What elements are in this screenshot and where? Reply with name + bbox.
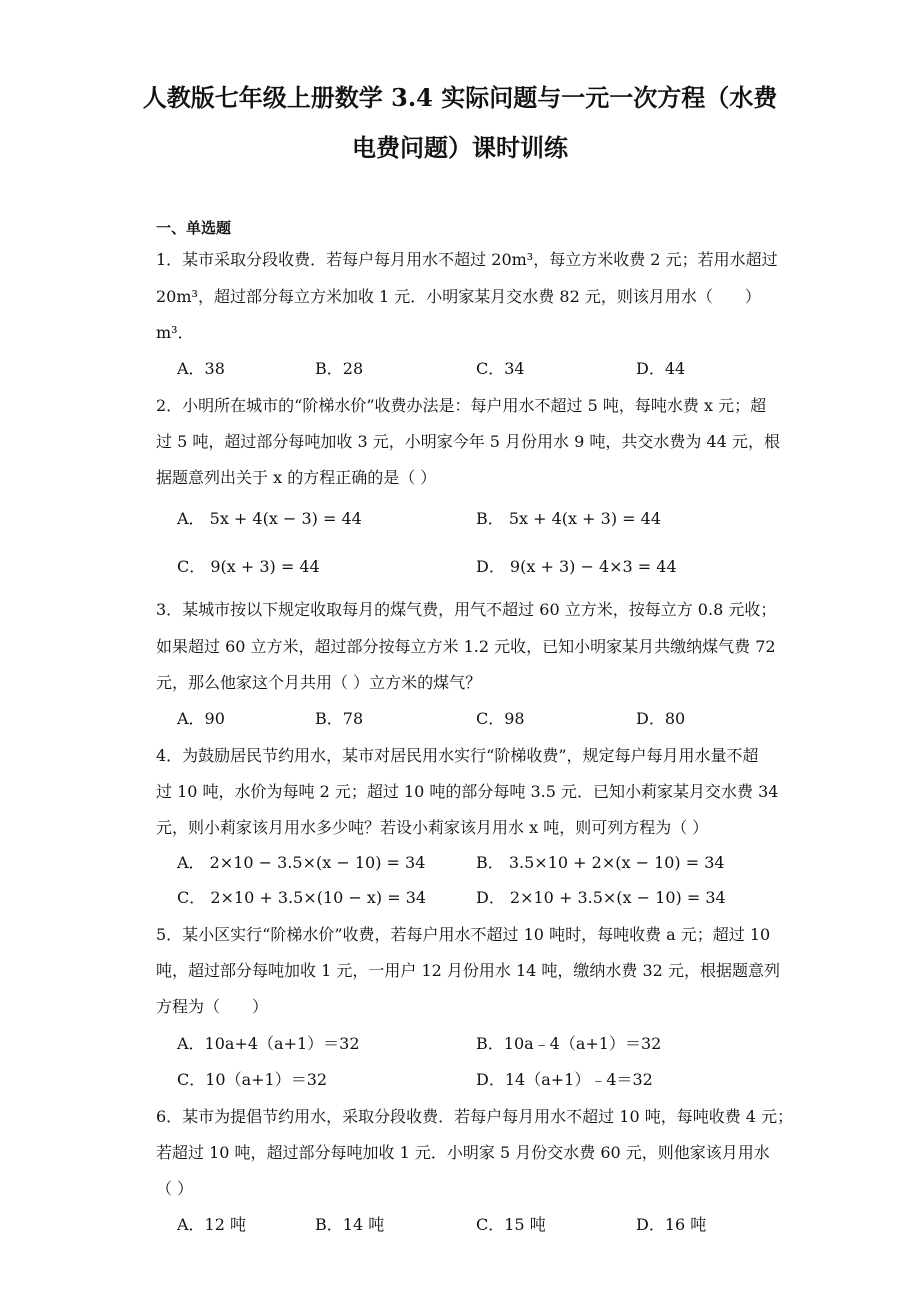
question-text-line: 元，则小莉家该月用水多少吨？若设小莉家该月用水 x 吨，则可列方程为（ ） xyxy=(156,818,709,837)
option-a[interactable]: A．12 吨 xyxy=(177,1215,247,1234)
question-text-line: 3．某城市按以下规定收取每月的煤气费，用气不超过 60 立方米，按每立方 0.8 元收； xyxy=(156,600,777,619)
question-text-line: 2．小明所在城市的“阶梯水价”收费办法是：每户用水不超过 5 吨，每吨水费 x 元；超 xyxy=(156,396,767,415)
option-b[interactable]: B．10a﹣4（a+1）＝32 xyxy=(476,1034,662,1053)
question-text-line: 过 10 吨，水价为每吨 2 元；超过 10 吨的部分每吨 3.5 元．已知小莉家某月交水费 34 xyxy=(156,782,779,801)
question-text-line: 6．某市为提倡节约用水，采取分段收费．若每户每月用水不超过 10 吨，每吨收费 4 元； xyxy=(156,1107,794,1126)
option-b[interactable]: B． 3.5×10 + 2×(x − 10) = 34 xyxy=(476,853,725,872)
option-c[interactable]: C．98 xyxy=(476,709,525,728)
question-text-line: （ ） xyxy=(156,1179,194,1198)
option-c[interactable]: C． 9(x + 3) = 44 xyxy=(177,557,320,576)
option-a[interactable]: A． 2×10 − 3.5×(x − 10) = 34 xyxy=(177,853,426,872)
question-text-line: 20m³，超过部分每立方米加收 1 元．小明家某月交水费 82 元，则该月用水（ ） xyxy=(156,287,761,306)
question-text-line: 元，那么他家这个月共用（ ）立方米的煤气？ xyxy=(156,673,482,692)
option-b[interactable]: B．28 xyxy=(315,359,364,378)
option-a[interactable]: A．10a+4（a+1）＝32 xyxy=(177,1034,360,1053)
option-c[interactable]: C．34 xyxy=(476,359,525,378)
option-d[interactable]: D．44 xyxy=(636,359,686,378)
question-text-line: 1．某市采取分段收费．若每户每月用水不超过 20m³，每立方米收费 2 元；若用水超过 xyxy=(156,250,778,269)
option-a[interactable]: A． 5x + 4(x − 3) = 44 xyxy=(177,509,362,528)
question-text-line: m³． xyxy=(156,323,194,342)
document-title-line-1: 人教版七年级上册数学 3.4 实际问题与一元一次方程（水费 xyxy=(142,83,778,112)
question-text-line: 过 5 吨，超过部分每吨加收 3 元，小明家今年 5 月份用水 9 吨，共交水费为 44 元，根 xyxy=(156,432,780,451)
question-text-line: 如果超过 60 立方米，超过部分按每立方米 1.2 元收，已知小明家某月共缴纳煤气费 72 xyxy=(156,637,776,656)
document-title-line-2: 电费问题）课时训练 xyxy=(352,133,568,162)
question-text-line: 据题意列出关于 x 的方程正确的是（ ） xyxy=(156,468,437,487)
option-c[interactable]: C．10（a+1）＝32 xyxy=(177,1070,328,1089)
option-d[interactable]: D．80 xyxy=(636,709,686,728)
option-c[interactable]: C． 2×10 + 3.5×(10 − x) = 34 xyxy=(177,888,427,907)
option-b[interactable]: B．78 xyxy=(315,709,364,728)
question-text-line: 5．某小区实行“阶梯水价”收费，若每户用水不超过 10 吨时，每吨收费 a 元；超过 10 xyxy=(156,925,771,944)
option-a[interactable]: A．90 xyxy=(177,709,225,728)
option-c[interactable]: C．15 吨 xyxy=(476,1215,546,1234)
question-text-line: 方程为（ ） xyxy=(156,997,269,1016)
section-heading: 一、单选题 xyxy=(156,219,232,237)
option-b[interactable]: B． 5x + 4(x + 3) = 44 xyxy=(476,509,662,528)
option-d[interactable]: D． 2×10 + 3.5×(x − 10) = 34 xyxy=(476,888,726,907)
question-text-line: 若超过 10 吨，超过部分每吨加收 1 元．小明家 5 月份交水费 60 元，则他家该月用水 xyxy=(156,1143,770,1162)
option-d[interactable]: D． 9(x + 3) − 4×3 = 44 xyxy=(476,557,677,576)
option-d[interactable]: D．16 吨 xyxy=(636,1215,707,1234)
option-d[interactable]: D．14（a+1）﹣4＝32 xyxy=(476,1070,653,1089)
option-b[interactable]: B．14 吨 xyxy=(315,1215,385,1234)
option-a[interactable]: A．38 xyxy=(177,359,225,378)
question-text-line: 吨，超过部分每吨加收 1 元，一用户 12 月份用水 14 吨，缴纳水费 32 元，根据题意列 xyxy=(156,961,780,980)
question-text-line: 4．为鼓励居民节约用水，某市对居民用水实行“阶梯收费”，规定每户每月用水量不超 xyxy=(156,746,759,765)
